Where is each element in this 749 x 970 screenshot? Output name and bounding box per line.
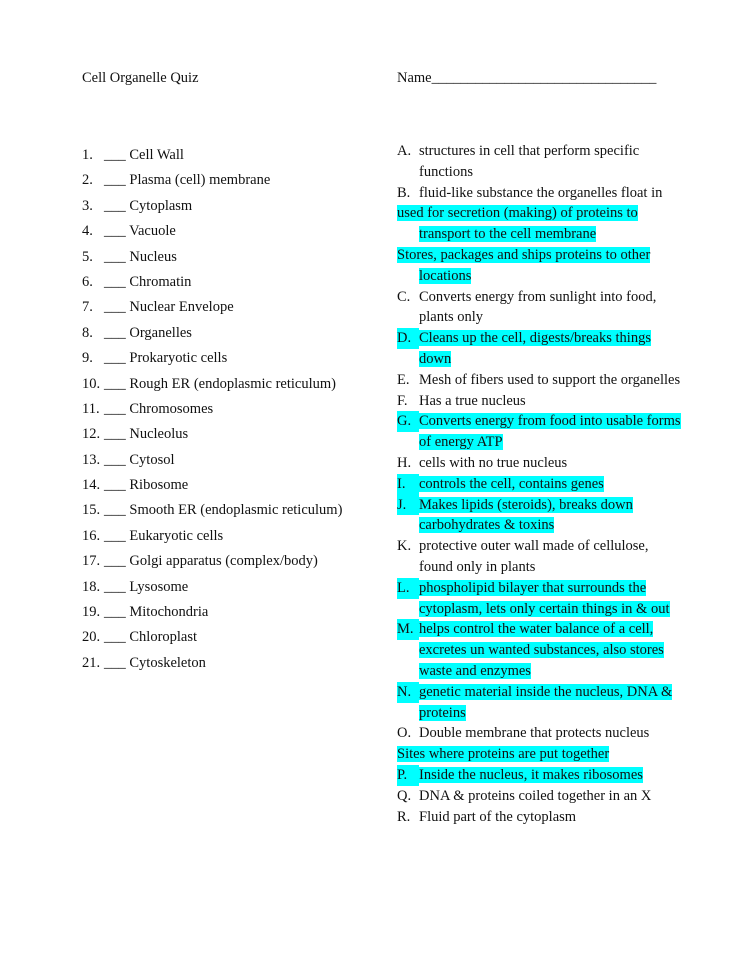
term-number: 9. xyxy=(82,350,93,367)
definition-text: down xyxy=(419,350,452,367)
term-item xyxy=(82,247,342,272)
definition-text: excretes un wanted substances, also stores xyxy=(419,642,664,659)
definition-text: DNA & proteins coiled together in an X xyxy=(419,787,652,804)
definition-l xyxy=(397,578,687,620)
term-number: 7. xyxy=(82,299,93,316)
term-number: 2. xyxy=(82,172,93,189)
term-item xyxy=(82,221,342,246)
definition-text: functions xyxy=(419,163,473,180)
definition-p xyxy=(397,765,687,786)
definition-text: Converts energy from food into usable forms xyxy=(419,413,681,430)
term-item xyxy=(82,450,342,475)
definition-label: D. xyxy=(397,328,419,349)
name-field-label: Name_______________________________ xyxy=(397,70,657,86)
definition-label: L. xyxy=(397,578,419,599)
definition-text: Cleans up the cell, digests/breaks things xyxy=(419,330,651,347)
definition-label: K. xyxy=(397,538,412,555)
term-number: 19. xyxy=(82,604,101,621)
term-text: ___ Nuclear Envelope xyxy=(104,299,234,316)
term-item xyxy=(82,475,342,500)
term-number: 14. xyxy=(82,477,101,494)
term-item xyxy=(82,297,342,322)
definition-text: waste and enzymes xyxy=(419,662,531,679)
term-item xyxy=(82,170,342,195)
definition-h xyxy=(397,453,687,474)
term-text: ___ Cytoplasm xyxy=(104,197,193,214)
definitions-list xyxy=(397,141,687,827)
term-item xyxy=(82,348,342,373)
definition-q xyxy=(397,786,687,807)
definition-r xyxy=(397,807,687,828)
definition-label: Q. xyxy=(397,787,412,804)
term-number: 18. xyxy=(82,578,101,595)
term-text: ___ Chloroplast xyxy=(104,629,198,646)
definition-label: N. xyxy=(397,682,419,703)
definition-text: structures in cell that perform specific xyxy=(419,143,640,159)
term-number: 20. xyxy=(82,629,101,646)
definition-text: Makes lipids (steroids), breaks down xyxy=(419,496,633,513)
term-text: ___ Rough ER (endoplasmic reticulum) xyxy=(104,375,336,392)
definition-label: I. xyxy=(397,474,419,495)
term-number: 3. xyxy=(82,197,93,214)
definition-text: locations xyxy=(419,267,472,284)
term-text: ___ Ribosome xyxy=(104,477,189,494)
term-number: 6. xyxy=(82,273,93,290)
term-item xyxy=(82,653,342,678)
definition-label: G. xyxy=(397,411,419,432)
definition-text: protective outer wall made of cellulose, xyxy=(419,538,649,555)
definition-j xyxy=(397,495,687,537)
term-number: 8. xyxy=(82,324,93,341)
term-text: ___ Eukaryotic cells xyxy=(104,527,224,544)
terms-list xyxy=(82,145,342,678)
definition-text: Converts energy from sunlight into food, xyxy=(419,288,657,305)
definition-i xyxy=(397,474,687,495)
term-number: 5. xyxy=(82,248,93,265)
definition-text: found only in plants xyxy=(419,558,536,575)
definition-label: O. xyxy=(397,725,412,742)
definition-text: Inside the nucleus, it makes ribosomes xyxy=(419,766,643,783)
term-item xyxy=(82,526,342,551)
definition-unlabeled-secretion xyxy=(397,203,687,245)
definition-text: used for secretion (making) of proteins to xyxy=(397,205,638,222)
term-text: ___ Cell Wall xyxy=(104,147,184,163)
term-item xyxy=(82,602,342,627)
term-number: 16. xyxy=(82,527,101,544)
definition-unlabeled-sites xyxy=(397,744,687,765)
term-text: ___ Plasma (cell) membrane xyxy=(104,172,271,189)
term-item xyxy=(82,374,342,399)
definition-text: phospholipid bilayer that surrounds the xyxy=(419,579,647,596)
definition-text: genetic material inside the nucleus, DNA & xyxy=(419,683,673,700)
definition-text: transport to the cell membrane xyxy=(419,226,597,243)
definition-label: C. xyxy=(397,288,411,305)
definition-text: Double membrane that protects nucleus xyxy=(419,725,650,742)
term-number: 4. xyxy=(82,223,93,240)
definition-o xyxy=(397,723,687,744)
definition-text: Has a true nucleus xyxy=(419,392,526,409)
term-item xyxy=(82,500,342,525)
definition-text: Fluid part of the cytoplasm xyxy=(419,808,577,825)
definition-text: Mesh of fibers used to support the organelles xyxy=(419,371,681,388)
term-number: 11. xyxy=(82,400,100,417)
definition-a xyxy=(397,141,687,183)
definition-text: Stores, packages and ships proteins to other xyxy=(397,246,651,263)
definition-label: M. xyxy=(397,619,419,640)
definition-f xyxy=(397,391,687,412)
definition-text: cells with no true nucleus xyxy=(419,454,568,471)
term-text: ___ Organelles xyxy=(104,324,192,341)
definition-text: controls the cell, contains genes xyxy=(419,475,604,492)
definition-n xyxy=(397,682,687,724)
definition-text: Sites where proteins are put together xyxy=(397,746,610,763)
term-text: ___ Nucleolus xyxy=(104,426,189,443)
definition-text: of energy ATP xyxy=(419,434,503,451)
definition-text: fluid-like substance the organelles float in xyxy=(419,184,663,201)
term-text: ___ Vacuole xyxy=(104,223,176,240)
term-text: ___ Golgi apparatus (complex/body) xyxy=(104,553,318,570)
term-item xyxy=(82,323,342,348)
definition-text: plants only xyxy=(419,309,484,326)
term-item xyxy=(82,424,342,449)
term-item xyxy=(82,399,342,424)
definition-label: E. xyxy=(397,371,410,388)
definition-label: B. xyxy=(397,184,411,201)
definition-label: A. xyxy=(397,143,412,159)
term-number: 1. xyxy=(82,147,93,163)
definition-g xyxy=(397,411,687,453)
term-text: ___ Mitochondria xyxy=(104,604,209,621)
definition-label: F. xyxy=(397,392,408,409)
term-text: ___ Cytosol xyxy=(104,451,175,468)
term-item xyxy=(82,196,342,221)
definition-c xyxy=(397,287,687,329)
term-text: ___ Chromatin xyxy=(104,273,192,290)
term-text: ___ Cytoskeleton xyxy=(104,654,206,671)
definition-label: H. xyxy=(397,454,412,471)
definition-b xyxy=(397,183,687,204)
term-text: ___ Smooth ER (endoplasmic reticulum) xyxy=(104,502,343,519)
definition-unlabeled-packaging xyxy=(397,245,687,287)
term-item xyxy=(82,551,342,576)
term-text: ___ Nucleus xyxy=(104,248,177,265)
term-text: ___ Lysosome xyxy=(104,578,189,595)
definition-k xyxy=(397,536,687,578)
term-item xyxy=(82,272,342,297)
definition-text: carbohydrates & toxins xyxy=(419,517,555,534)
term-text: ___ Chromosomes xyxy=(104,400,214,417)
definition-m xyxy=(397,619,687,681)
definition-label: R. xyxy=(397,808,411,825)
term-number: 17. xyxy=(82,553,101,570)
definition-text: proteins xyxy=(419,704,466,721)
term-number: 21. xyxy=(82,654,101,671)
term-item xyxy=(82,627,342,652)
definition-text: cytoplasm, lets only certain things in & out xyxy=(419,600,670,617)
term-number: 15. xyxy=(82,502,101,519)
term-text: ___ Prokaryotic cells xyxy=(104,350,228,367)
definition-e xyxy=(397,370,687,391)
term-number: 13. xyxy=(82,451,101,468)
quiz-title: Cell Organelle Quiz xyxy=(82,70,199,86)
term-item xyxy=(82,577,342,602)
term-item xyxy=(82,145,342,170)
definition-text: helps control the water balance of a cell, xyxy=(419,621,654,638)
term-number: 12. xyxy=(82,426,101,443)
definition-label: J. xyxy=(397,495,419,516)
definition-d xyxy=(397,328,687,370)
term-number: 10. xyxy=(82,375,101,392)
definition-label: P. xyxy=(397,765,419,786)
